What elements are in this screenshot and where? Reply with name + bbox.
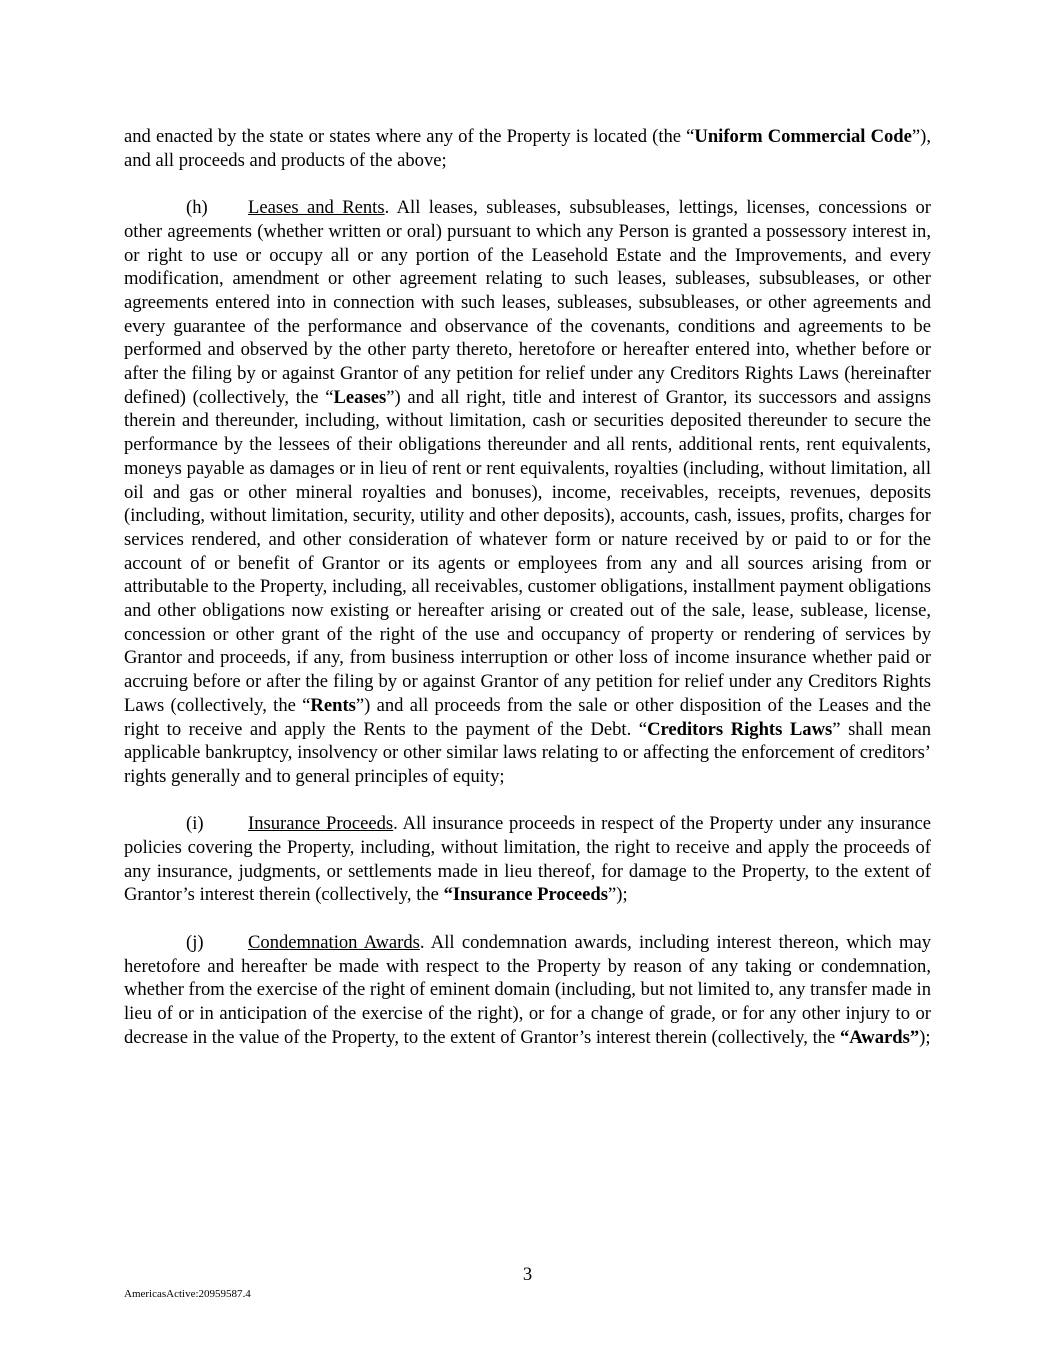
text-run: . All condemnation awards, including interest thereon, which may heretofore and hereafter be made with respect to the Property by reason of any taking or condemnation, whether from the exercise of the right of eminent domain (including, but not limited to, any transfer made in lieu of or in anticipation of the exercise of the right), or for a change of grade, or for any other injury to or decrease in the value of the Property, to the extent of Grantor’s interest therein (collectively, the bbox=[124, 931, 932, 1048]
paragraph-j bbox=[124, 931, 931, 1050]
defined-term: Rents bbox=[310, 694, 356, 716]
paragraph-i bbox=[124, 812, 931, 907]
page-number: 3 bbox=[522, 1264, 533, 1285]
paragraph-h bbox=[124, 196, 931, 789]
clause-caption: Leases and Rents bbox=[248, 197, 385, 219]
defined-term: Creditors Rights Laws bbox=[647, 718, 833, 740]
clause-number: (i) bbox=[186, 813, 204, 835]
defined-term: “Awards” bbox=[839, 1026, 920, 1048]
text-run: and enacted by the state or states where any of the Property is located (the “ bbox=[124, 126, 695, 147]
clause-number: (h) bbox=[186, 197, 208, 219]
text-run: . All leases, subleases, subsubleases, lettings, licenses, concessions or other agreements (whether written or oral) pursuant to which any Person is granted a possessory interest in, or right to use or occupy all or any portion of the Leasehold Estate and the Improvements, and every modification, amendment or other agreement relating to such leases, subleases, subsubleases, or other agreements entered into in connection with such leases, subleases, subsubleases, or other agreements and every guarantee of the performance and observance of the covenants, conditions and agreements to be performed and observed by the other party thereto, heretofore or hereafter entered into, whether before or after the filing by or against Grantor of any petition for relief under any Creditors Rights Laws (hereinafter defined) (collectively, the “ bbox=[124, 197, 931, 408]
defined-term: “Insurance Proceeds bbox=[443, 884, 608, 906]
document-body bbox=[124, 125, 931, 1049]
paragraph-g-continuation bbox=[124, 125, 931, 172]
defined-term: Uniform Commercial Code bbox=[694, 126, 912, 147]
text-run: ”), and all proceeds and products of the above; bbox=[124, 126, 931, 171]
text-run: ”) and all right, title and interest of Grantor, its successors and assigns therein and thereunder, including, without limitation, cash or securities deposited thereunder to secure the performance by the lessees of their obligations thereunder and all rents, additional rents, rent equivalents, moneys payable as damages or in lieu of rent or rent equivalents, royalties (including, without limitation, all oil and gas or other mineral royalties and bonuses), income, receivables, receipts, revenues, deposits (including, without limitation, security, utility and other deposits), accounts, cash, issues, profits, charges for services rendered, and other consideration of whatever form or nature received by or paid to or for the account of or benefit of Grantor or its agents or employees from any and all sources arising from or attributable to the Property, including, all receivables, customer obligations, installment payment obligations and other obligations now existing or hereafter arising or created out of the sale, lease, sublease, license, concession or other grant of the right of the use and occupancy of property or rendering of services by Grantor and proceeds, if any, from business interruption or other loss of income insurance whether paid or accruing before or after the filing by or against Grantor of any petition for relief under any Creditors Rights Laws (collectively, the “ bbox=[124, 386, 931, 716]
clause-number: (j) bbox=[186, 931, 204, 953]
text-run: ” shall mean applicable bankruptcy, insolvency or other similar laws relating to or affecting the enforcement of creditors’ rights generally and to general principles of equity; bbox=[124, 718, 931, 787]
defined-term: Leases bbox=[333, 386, 387, 408]
text-run: ); bbox=[919, 1026, 931, 1048]
document-id: AmericasActive:20959587.4 bbox=[124, 1288, 251, 1300]
clause-caption: Insurance Proceeds bbox=[248, 813, 394, 835]
clause-caption: Condemnation Awards bbox=[248, 931, 420, 953]
text-run: ”) and all proceeds from the sale or other disposition of the Leases and the right to receive and apply the Rents to the payment of the Debt. “ bbox=[124, 694, 931, 740]
text-run: . All insurance proceeds in respect of the Property under any insurance policies covering the Property, including, without limitation, the right to receive and apply the proceeds of any insurance, judgments, or settlements made in lieu thereof, for damage to the Property, to the extent of Grantor’s interest therein (collectively, the bbox=[124, 813, 931, 906]
text-run: ”); bbox=[608, 884, 628, 906]
